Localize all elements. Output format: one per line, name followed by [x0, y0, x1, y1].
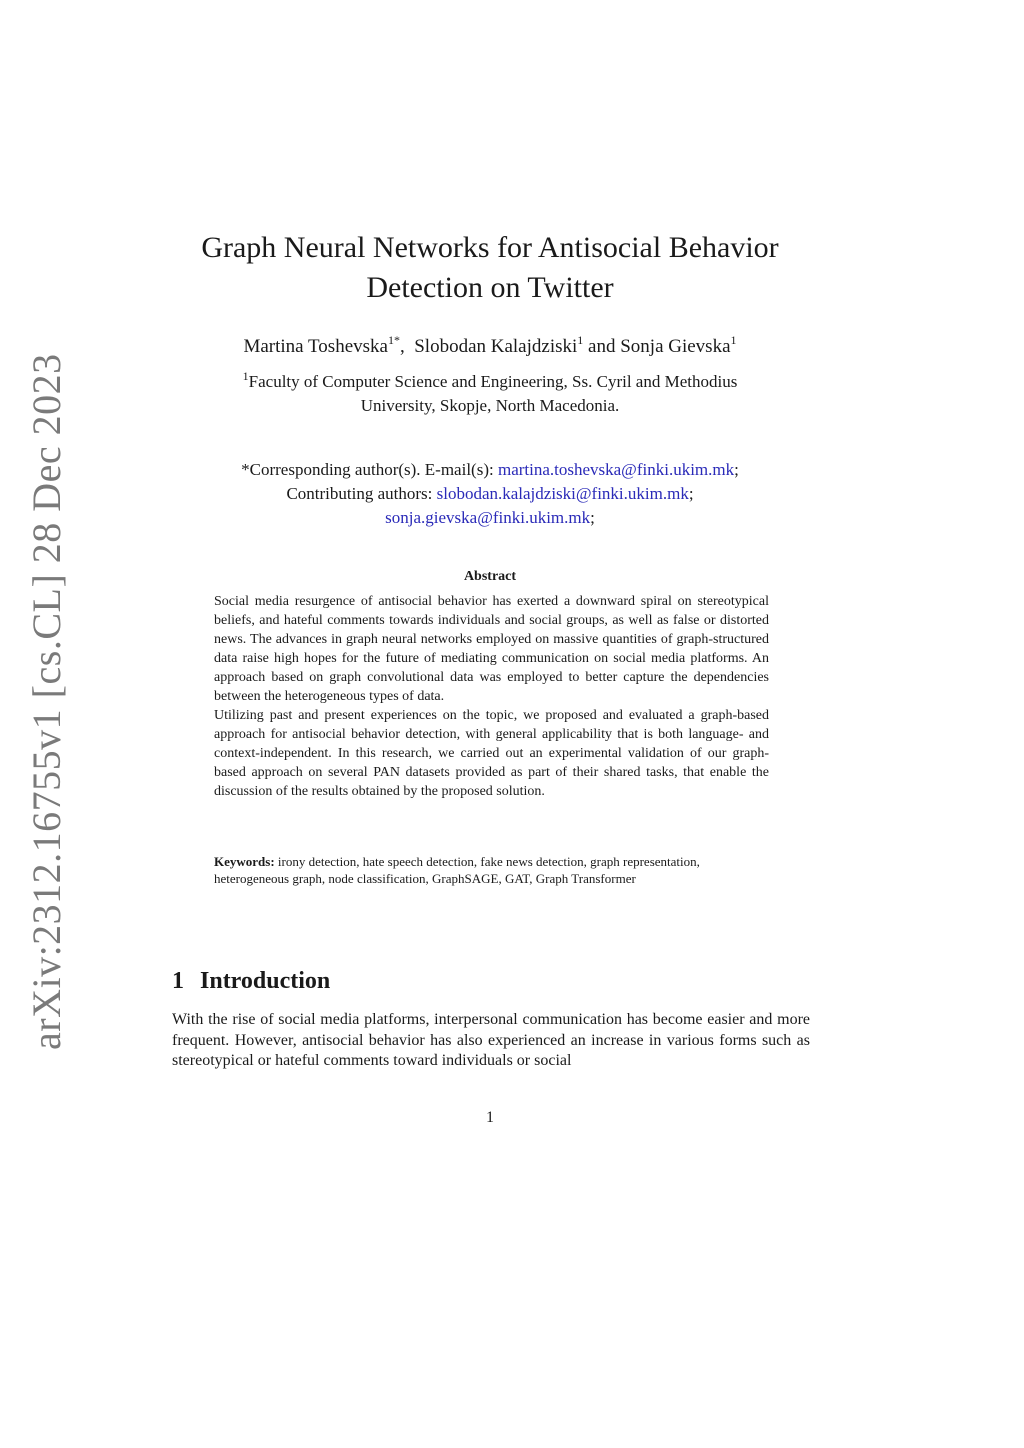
corresponding-prefix: *Corresponding author(s). E-mail(s): — [241, 460, 498, 479]
punctuation: ; — [734, 460, 739, 479]
paper-title-line-2: Detection on Twitter — [366, 271, 614, 304]
affiliation — [150, 370, 830, 418]
paper-title-line-1: Graph Neural Networks for Antisocial Behavior — [201, 231, 779, 264]
arxiv-identifier-stamp: arXiv:2312.16755v1 [cs.CL] 28 Dec 2023 — [24, 353, 69, 1050]
affiliation-line-1 — [150, 370, 830, 394]
affiliation-mark: 1 — [730, 333, 737, 347]
keywords-text: irony detection, hate speech detection, fake news detection, graph representation, heterogeneous graph, node classification, GraphSAGE, GAT, Graph Transformer — [214, 854, 704, 886]
contributing-authors-line-2 — [150, 506, 830, 530]
author-name: Sonja Gievska — [620, 336, 731, 357]
author-name: Martina Toshevska — [243, 336, 388, 357]
affiliation-line-2: University, Skopje, North Macedonia. — [360, 396, 620, 415]
abstract-heading: Abstract — [463, 569, 517, 584]
section-heading-introduction — [172, 966, 330, 996]
author-name: Slobodan Kalajdziski — [414, 336, 578, 357]
section-title: Introduction — [200, 968, 331, 994]
affiliation-mark: 1 — [577, 333, 584, 347]
author-list — [150, 334, 830, 360]
abstract-body — [214, 592, 769, 801]
page-number: 1 — [486, 1109, 494, 1126]
abstract-paragraph-2: Utilizing past and present experiences on the topic, we proposed and evaluated a graph-based approach for antisocial behavior detection, with general applicability that is both language- and context-independent. In this research, we carried out an experimental validation of our graph-based approach on several PAN datasets provided as part of their shared tasks, that enable the discussion of the results obtained by the proposed solution. — [214, 708, 769, 799]
abstract-paragraph-1: Social media resurgence of antisocial behavior has exerted a downward spiral on stereotypical beliefs, and hateful comments towards individuals and social groups, as well as false or distorted news. The advances in graph neural networks employed on massive quantities of graph-structured data raise high hopes for the future of mediating communication on social media platforms. An approach based on graph convolutional data was employed to better capture the dependencies between the heterogeneous types of data. — [214, 594, 769, 704]
affiliation-text: Faculty of Computer Science and Engineering, Ss. Cyril and Methodius — [248, 372, 738, 391]
author-separator: , — [399, 336, 415, 357]
affiliation-mark: 1* — [387, 333, 400, 347]
keywords — [214, 854, 769, 887]
email-link[interactable]: sonja.gievska@finki.ukim.mk — [385, 508, 591, 527]
correspondence-block — [150, 458, 830, 530]
punctuation: ; — [688, 484, 694, 503]
author-separator: and — [583, 336, 621, 357]
keywords-label: Keywords: — [214, 854, 275, 869]
contributing-authors-line — [150, 482, 830, 506]
affiliation-mark: 1 — [242, 369, 249, 383]
punctuation: ; — [590, 508, 595, 527]
section-number: 1 — [172, 968, 184, 994]
email-link[interactable]: slobodan.kalajdziski@finki.ukim.mk — [436, 484, 689, 503]
corresponding-author-line — [150, 458, 830, 482]
paper-title — [150, 228, 830, 308]
contributing-prefix: Contributing authors: — [286, 484, 437, 503]
email-link[interactable]: martina.toshevska@finki.ukim.mk — [497, 460, 735, 479]
introduction-paragraph: With the rise of social media platforms, interpersonal communication has become easier and more frequent. However, antisocial behavior has also experienced an increase in various forms such as stereotypical or hateful comments toward individuals or social — [172, 1011, 810, 1069]
